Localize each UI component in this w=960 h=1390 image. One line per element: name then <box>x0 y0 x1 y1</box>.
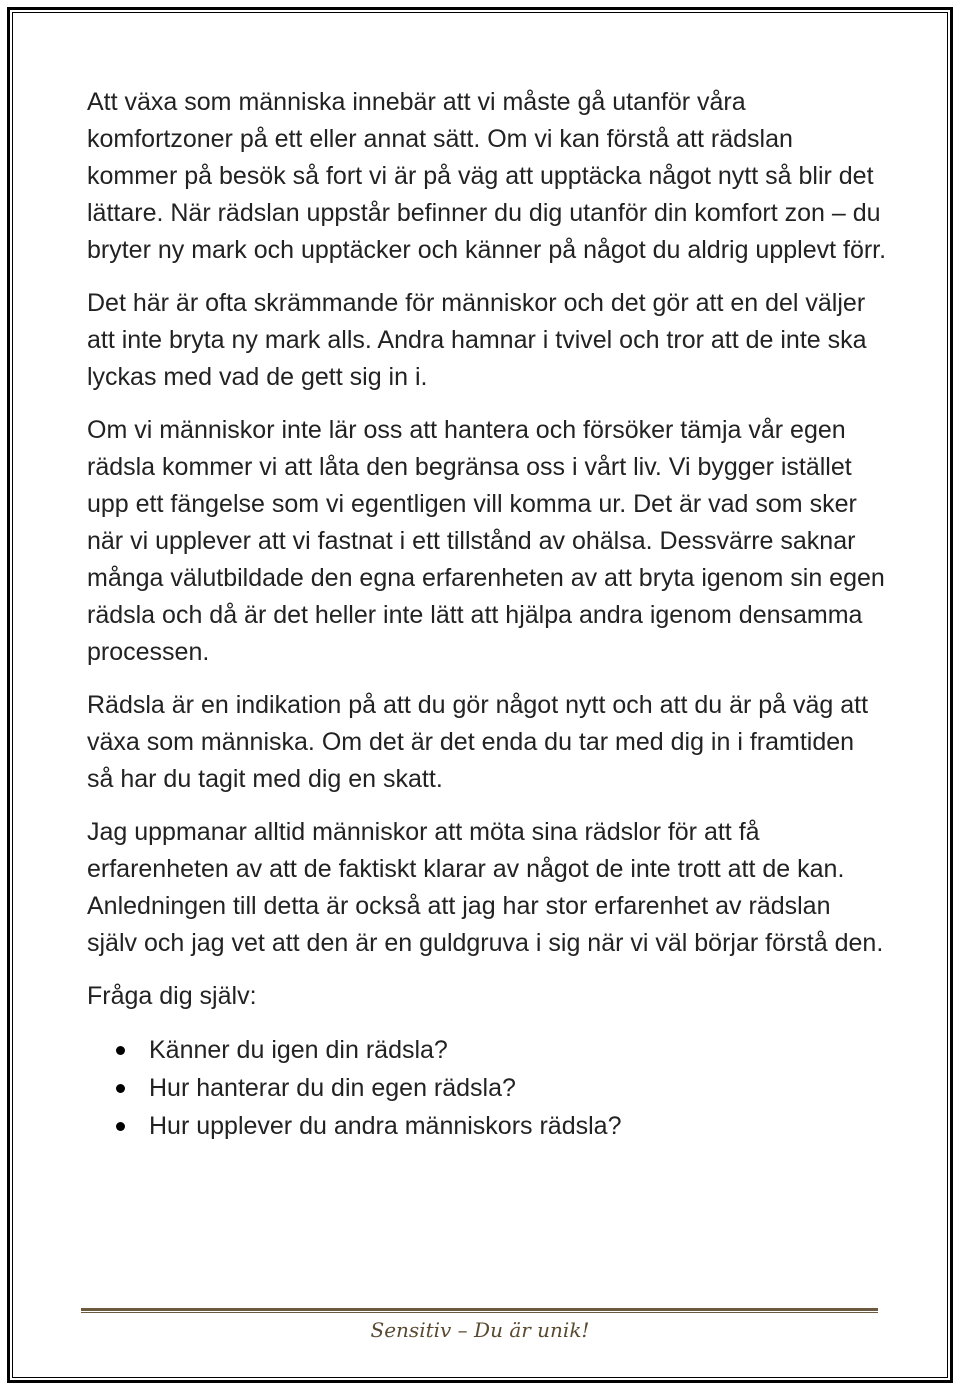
footer-divider <box>81 1308 878 1313</box>
paragraph-2: Det här är ofta skrämmande för människor och det gör att en del väljer att inte bryta ny mark alls. Andra hamnar i tvivel och tror att de inte ska lyckas med vad de gett sig in i. <box>87 289 867 391</box>
footer-text: Sensitiv – Du är unik! <box>370 1318 590 1342</box>
question-text: Känner du igen din rädsla? <box>149 1036 448 1064</box>
list-item <box>87 1107 887 1145</box>
list-item <box>87 1069 887 1107</box>
page-content <box>87 84 887 1145</box>
paragraph-3: Om vi människor inte lär oss att hantera och försöker tämja vår egen rädsla kommer vi att låta den begränsa oss i vårt liv. Vi bygger istället upp ett fängelse som vi egentligen vill komma ur. Det är vad som sker när vi upplever att vi fastnat i ett tillstånd av ohälsa. Dessvärre saknar många välutbildade den egna erfarenheten av att bryta igenom sin egen rädsla och då är det heller inte lätt att hjälpa andra igenom densamma processen. <box>87 416 885 666</box>
paragraph-1: Att växa som människa innebär att vi måste gå utanför våra komfortzoner på ett eller annat sätt. Om vi kan förstå att rädslan kommer på besök så fort vi är på väg att upptäcka något nytt så blir det lättare. När rädslan uppstår befinner du dig utanför din komfort zon – du bryter ny mark och upptäcker och känner på något du aldrig upplevt förr. <box>87 88 887 264</box>
question-text: Hur hanterar du din egen rädsla? <box>149 1074 516 1102</box>
bullet-icon <box>116 1046 125 1055</box>
paragraph-4: Rädsla är en indikation på att du gör något nytt och att du är på väg att växa som människa. Om det är det enda du tar med dig in i framtiden så har du tagit med dig en skatt. <box>87 691 869 793</box>
bullet-icon <box>116 1084 125 1093</box>
questions-list <box>87 1031 887 1145</box>
question-text: Hur upplever du andra människors rädsla? <box>149 1112 622 1140</box>
bullet-icon <box>116 1122 125 1131</box>
questions-intro: Fråga dig själv: <box>87 982 257 1010</box>
list-item <box>87 1031 887 1069</box>
paragraph-5: Jag uppmanar alltid människor att möta sina rädslor för att få erfarenheten av att de faktiskt klarar av något de inte trott att de kan. Anledningen till detta är också att jag har stor erfarenhet av rädslan själv och jag vet att den är en guldgruva i sig när vi väl börjar förstå den. <box>87 818 884 957</box>
